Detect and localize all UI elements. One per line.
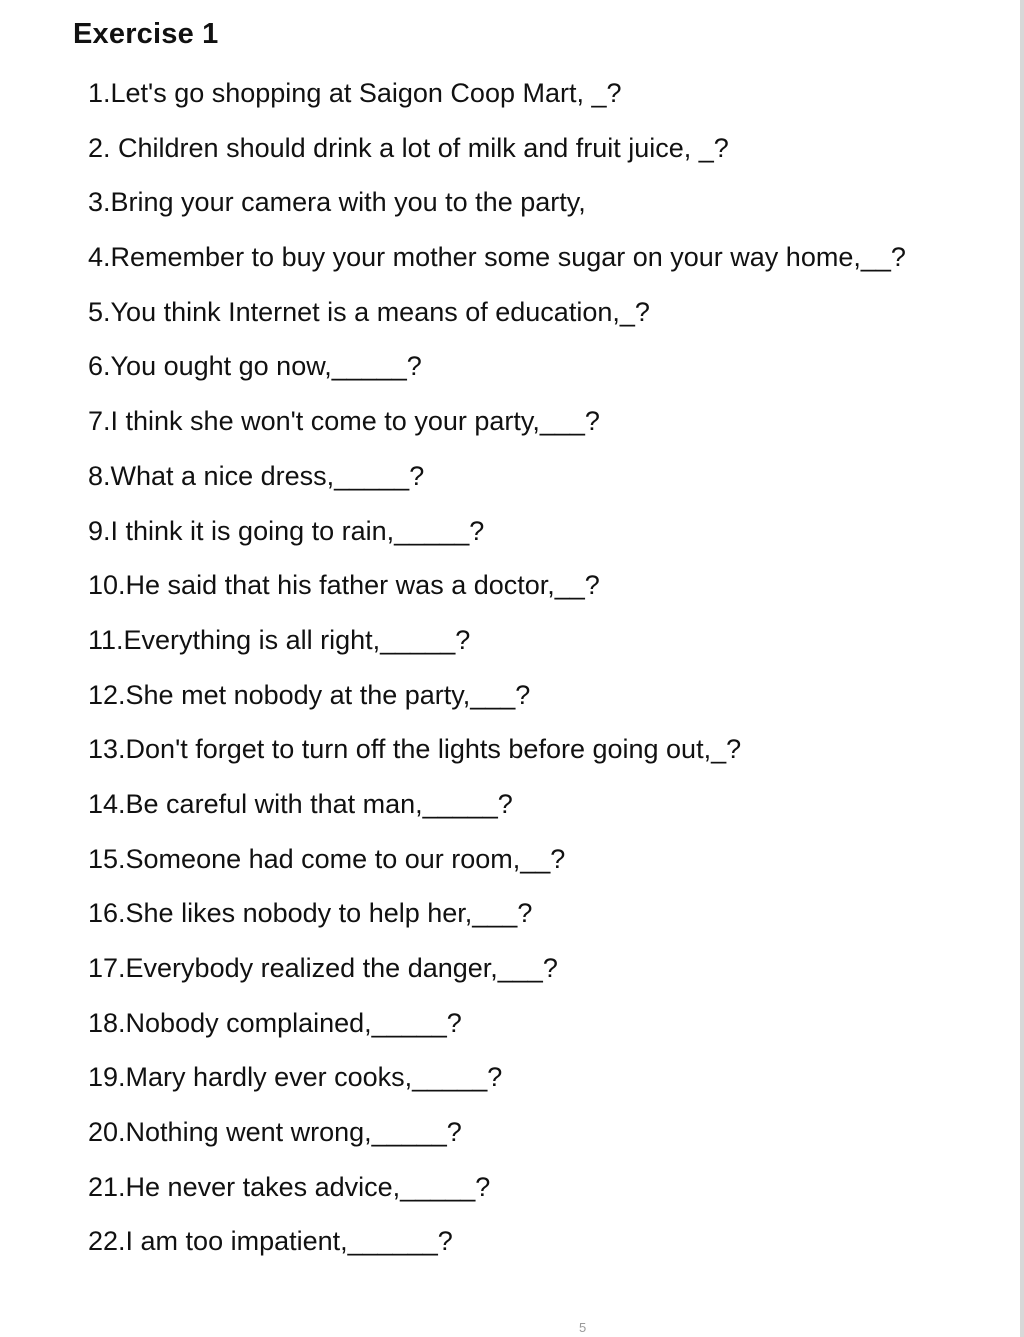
question-item-15: 15.Someone had come to our room,__? xyxy=(88,843,566,874)
exercise-question-list xyxy=(88,74,906,1277)
question-item-6: 6.You ought go now,_____? xyxy=(88,351,422,382)
question-item-1: 1.Let's go shopping at Saigon Coop Mart, _? xyxy=(88,78,622,108)
question-item-8: 8.What a nice dress,_____? xyxy=(88,460,425,491)
question-item-5: 5.You think Internet is a means of education,_? xyxy=(88,296,650,327)
question-item-9: 9.I think it is going to rain,_____? xyxy=(88,515,485,546)
question-item-22: 22.I am too impatient,______? xyxy=(88,1226,453,1257)
page-number: 5 xyxy=(579,1320,587,1335)
question-item-21: 21.He never takes advice,_____? xyxy=(88,1171,491,1202)
question-item-17: 17.Everybody realized the danger,___? xyxy=(88,953,558,983)
question-item-13: 13.Don't forget to turn off the lights before going out,_? xyxy=(88,734,742,765)
question-item-3: 3.Bring your camera with you to the party, xyxy=(88,187,586,218)
question-item-11: 11.Everything is all right,_____? xyxy=(88,624,471,655)
question-item-18: 18.Nobody complained,_____? xyxy=(88,1007,462,1038)
question-item-19: 19.Mary hardly ever cooks,_____? xyxy=(88,1062,503,1093)
question-item-2: 2. Children should drink a lot of milk and fruit juice, _? xyxy=(88,132,729,163)
question-item-7: 7.I think she won't come to your party,___? xyxy=(88,406,600,437)
question-item-10: 10.He said that his father was a doctor,__? xyxy=(88,570,600,601)
question-item-12: 12.She met nobody at the party,___? xyxy=(88,679,531,710)
exercise-title: Exercise 1 xyxy=(73,18,219,50)
question-item-20: 20.Nothing went wrong,_____? xyxy=(88,1117,462,1148)
question-item-14: 14.Be careful with that man,_____? xyxy=(88,788,513,819)
question-item-16: 16.She likes nobody to help her,___? xyxy=(88,898,533,929)
question-item-4: 4.Remember to buy your mother some sugar on your way home,__? xyxy=(88,242,906,273)
page-edge-shadow xyxy=(1020,0,1024,1337)
